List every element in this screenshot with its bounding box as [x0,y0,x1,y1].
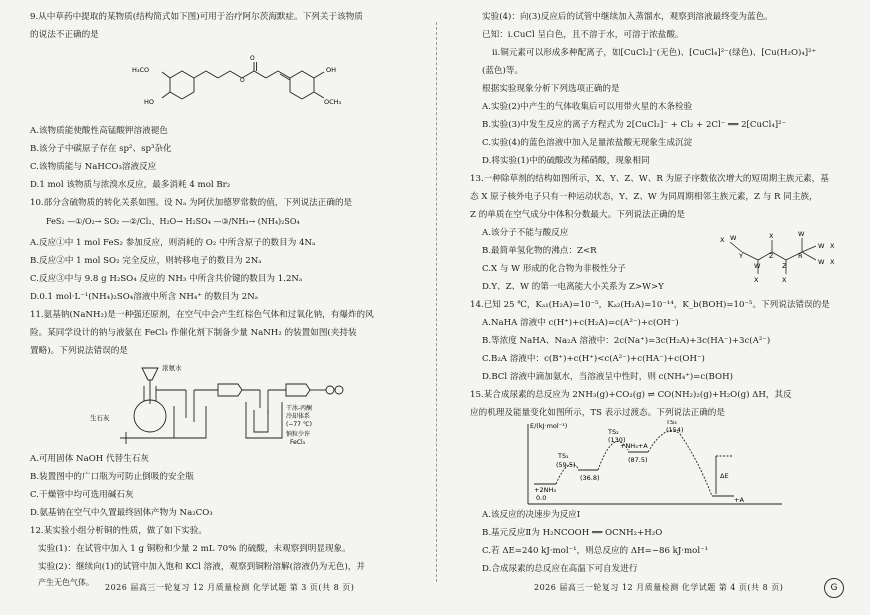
q10-option-d: D.0.1 mol·L⁻¹(NH₄)₂SO₄溶液中所含 NH₄⁺ 的数目为 2Nₐ [30,292,259,302]
q15-level-0b: +2NH₃ [534,486,556,494]
svg-text:O: O [240,77,245,84]
q13-stem-1: 13.一种除草剂的结构如图所示，X、Y、Z、W、R 为原子序数依次增大的短周期主族元素，基 [470,174,829,184]
q15-reaction-2 [618,507,634,508]
q15-ts1-value: (59.5) [556,461,576,469]
q11-label-fecl3: FeCl₃ [290,439,306,446]
q12-option-b: B.实验(3)中发生反应的离子方程式为 2[CuCl₂]⁻ + Cl₂ + 2Cl⁻ ══ 2[CuCl₄]²⁻ [482,120,787,130]
svg-text:Y: Y [739,252,743,260]
q15-option-a: A.该反应的决速步为反应Ⅰ [482,510,581,520]
q15-stem-1: 15.某合成尿素的总反应为 2NH₃(g)+CO₂(g) ⇌ CO(NH₂)₂(g)+H₂O(g) ΔH，其反 [470,390,792,400]
q13-stem-2: 态 X 原子核外电子只有一种运动状态，Y、Z、W 为同周期相邻主族元素，Z 与 R 同主族， [470,192,818,202]
q11-option-d: D.氨基钠在空气中久置最终固体产物为 Na₂CO₃ [30,508,213,518]
q12-stem: 12.某实验小组分析铜的性质，做了如下实验。 [30,526,207,536]
column-divider [436,22,437,582]
q14-option-c: C.B₂A 溶液中：c(B⁺)+c(H⁺)<c(A²⁻)+c(HA⁻)+c(OH⁻) [482,354,705,364]
q13-structure-diagram [712,228,842,294]
left-footer: 2026 届高三一轮复习 12 月质量检测 化学试题 第 3 页(共 8 页) [105,583,355,592]
q15-plus-a: +A [734,496,744,504]
q15-ylabel: E/(kJ·mol⁻¹) [530,422,568,430]
q14-option-d: D.BCl 溶液中滴加氨水，当溶液呈中性时，则 c(NH₄⁺)=c(BOH) [482,372,733,382]
q15-im2: (87.5) [628,456,648,464]
q11-option-c: C.干燥管中均可选用碱石灰 [30,490,134,500]
q11-label-na: 钠粒少许 [286,431,311,438]
svg-text:R: R [798,252,803,260]
q10-scheme: FeS₂ —①/O₂→ SO₂ —②/Cl₂、H₂O→ H₂SO₄ —③/NH₃→ (NH₄)₂SO₄ [46,217,300,226]
q9-option-a: A.该物质能使酸性高锰酸钾溶液褪色 [30,126,168,136]
q12-exp-2b: 产生无色气体。 [38,578,94,587]
svg-text:Z: Z [769,252,774,260]
q13-option-d: D.Y、Z、W 的第一电离能大小关系为 Z>W>Y [482,282,664,292]
q15-im2b: +NH₃+A [620,442,648,450]
q12-known-1: 已知：ⅰ.CuCl 呈白色，且不溶于水，可溶于浓盐酸。 [482,30,684,40]
svg-text:Z: Z [782,262,787,270]
q15-stem-2: 应的机理及能量变化如图所示，TS 表示过渡态。下列说法正确的是 [470,408,725,418]
svg-text:W: W [730,234,737,242]
q15-im1: (36.8) [580,474,600,482]
q14-stem: 14.已知 25 ℃，Kₐ₁(H₂A)=10⁻⁵，Kₐ₂(H₂A)=10⁻¹⁴，K_b(BOH)=10⁻⁵。下列说法错误的是 [470,300,830,310]
q10-stem: 10.部分含硫物质的转化关系如图。设 Nₐ 为阿伏加德罗常数的值，下列说法正确的是 [30,198,353,208]
q13-stem-3: Z 的单质在空气成分中体积分数最大。下列说法正确的是 [470,210,685,220]
svg-text:X: X [769,232,774,240]
q15-ts1: TS₁ [558,452,569,460]
q9-structure-diagram [130,48,350,120]
svg-text:W: W [818,242,825,250]
svg-text:X: X [754,276,759,284]
q15-option-d: D.合成尿素的总反应在高温下可自发进行 [482,564,638,574]
q11-stem-3: 置略)。下列说法错误的是 [30,346,128,356]
q12-exp-2a: 实验(2)：继续向(1)的试管中加入饱和 KCl 溶液，观察到铜粉溶解(溶液仍为无色)，并 [38,562,366,572]
q15-energy-diagram [520,420,790,508]
q11-label-temp: (−77 ℃) [286,421,312,428]
q12-known-2b: (蓝色)等。 [482,66,524,76]
q15-reaction-3 [682,507,699,508]
svg-text:X: X [830,258,835,266]
q10-option-a: A.反应①中 1 mol FeS₂ 参加反应，则消耗的 O₂ 中所含原子的数目为 4Nₐ [30,238,316,248]
svg-text:X: X [830,242,835,250]
q9-option-d: D.1 mol 该物质与浓溴水反应，最多消耗 4 mol Br₂ [30,180,231,190]
q15-option-b: B.基元反应Ⅱ为 H₂NCOOH ══ OCNH₂+H₂O [482,528,663,538]
q10-option-b: B.反应②中 1 mol SO₂ 完全反应，则转移电子的数目为 2Nₐ [30,256,262,266]
q11-label-cold: 干冰-丙酮 [286,405,313,412]
q15-ts2-value: (130) [608,436,626,444]
q9-label-ho-left: HO [144,98,155,106]
publisher-logo: G [824,578,844,598]
q15-ts2: TS₂ [608,428,619,436]
q9-option-b: B.该分子中碳原子存在 sp²、sp³杂化 [30,144,172,154]
q13-option-b: B.最简单氢化物的沸点：Z<R [482,246,597,256]
q15-option-c: C.若 ΔE=240 kJ·mol⁻¹，则总反应的 ΔH=−86 kJ·mol⁻¹ [482,546,709,556]
q9-stem-2: 的说法不正确的是 [30,30,99,40]
q10-option-c: C.反应③中与 9.8 g H₂SO₄ 反应的 NH₃ 中所含共价键的数目为 1.2Nₐ [30,274,303,284]
q15-level-0: 0.0 [536,494,547,502]
q15-ts3: TS₃ [666,420,677,426]
q12-option-c: C.实验(4)的蓝色溶液中加入足量浓盐酸无现象生成沉淀 [482,138,693,148]
q12-known-2a: ⅱ.铜元素可以形成多种配离子，如[CuCl₂]⁻(无色)、[CuCl₄]²⁻(绿色)、[Cu(H₂O)₄]²⁺ [492,48,817,58]
q13-option-c: C.X 与 W 形成的化合物为非极性分子 [482,264,626,274]
q13-option-a: A.该分子不能与酸反应 [482,228,569,238]
q15-ts3-value: (154) [666,426,684,434]
q11-option-a: A.可用固体 NaOH 代替生石灰 [30,454,149,464]
q9-label-och3-left: H₃CO [132,66,150,74]
q11-option-b: B.装置图中的广口瓶为可防止倒吸的安全瓶 [30,472,194,482]
q9-label-och3-right: OCH₃ [324,98,342,106]
q12-exp-4: 实验(4)：向(3)反应后的试管中继续加入蒸馏水，观察到溶液最终变为蓝色。 [482,12,773,22]
q11-label-quicklime: 生石灰 [90,414,110,422]
q12-exp-1: 实验(1)：在试管中加入 1 g 铜粉和少量 2 mL 70% 的硫酸，未观察到明显现象。 [38,544,351,554]
q9-option-c: C.该物质能与 NaHCO₃溶液反应 [30,162,157,172]
svg-text:W: W [798,230,805,238]
q9-stem-1: 9.从中草药中提取的某物质(结构简式如下图)可用于治疗阿尔茨海默症。下列关于该物质 [30,12,363,22]
q12-known-3: 根据实验现象分析下列选项正确的是 [482,84,620,94]
q14-option-a: A.NaHA 溶液中 c(H⁺)+c(H₂A)=c(A²⁻)+c(OH⁻) [482,318,679,328]
q11-label-cold2: 冷却体系 [286,413,311,420]
q12-option-d: D.将实验(1)中的硫酸改为稀硝酸，现象相同 [482,156,650,166]
svg-text:W: W [818,258,825,266]
right-footer: 2026 届高三一轮复习 12 月质量检测 化学试题 第 4 页(共 8 页) [534,583,784,592]
q11-stem-1: 11.氨基钠(NaNH₂)是一种强还原剂，在空气中会产生红棕色气体和过氧化钠，有爆炸的风 [30,310,374,320]
svg-text:X: X [782,276,787,284]
q11-apparatus-diagram [90,358,370,448]
q11-label-ammonia: 浓氨水 [162,364,182,372]
q12-option-a: A.实验(2)中产生的气体收集后可以用带火星的木条检验 [482,102,693,112]
svg-text:W: W [754,262,761,270]
q15-delta-e: ΔE [720,472,729,480]
q11-stem-2: 险。某同学设计的钠与液氨在 FeCl₃ 作催化剂下制备少量 NaNH₂ 的装置如图(夹持装 [30,328,357,338]
q14-option-b: B.等浓度 NaHA、Na₂A 溶液中：2c(Na⁺)=3c(H₂A)+3c(HA⁻)+3c(A²⁻) [482,336,771,346]
q9-label-oh-right: OH [326,66,337,74]
svg-text:O: O [250,55,255,62]
svg-text:X: X [720,236,725,244]
